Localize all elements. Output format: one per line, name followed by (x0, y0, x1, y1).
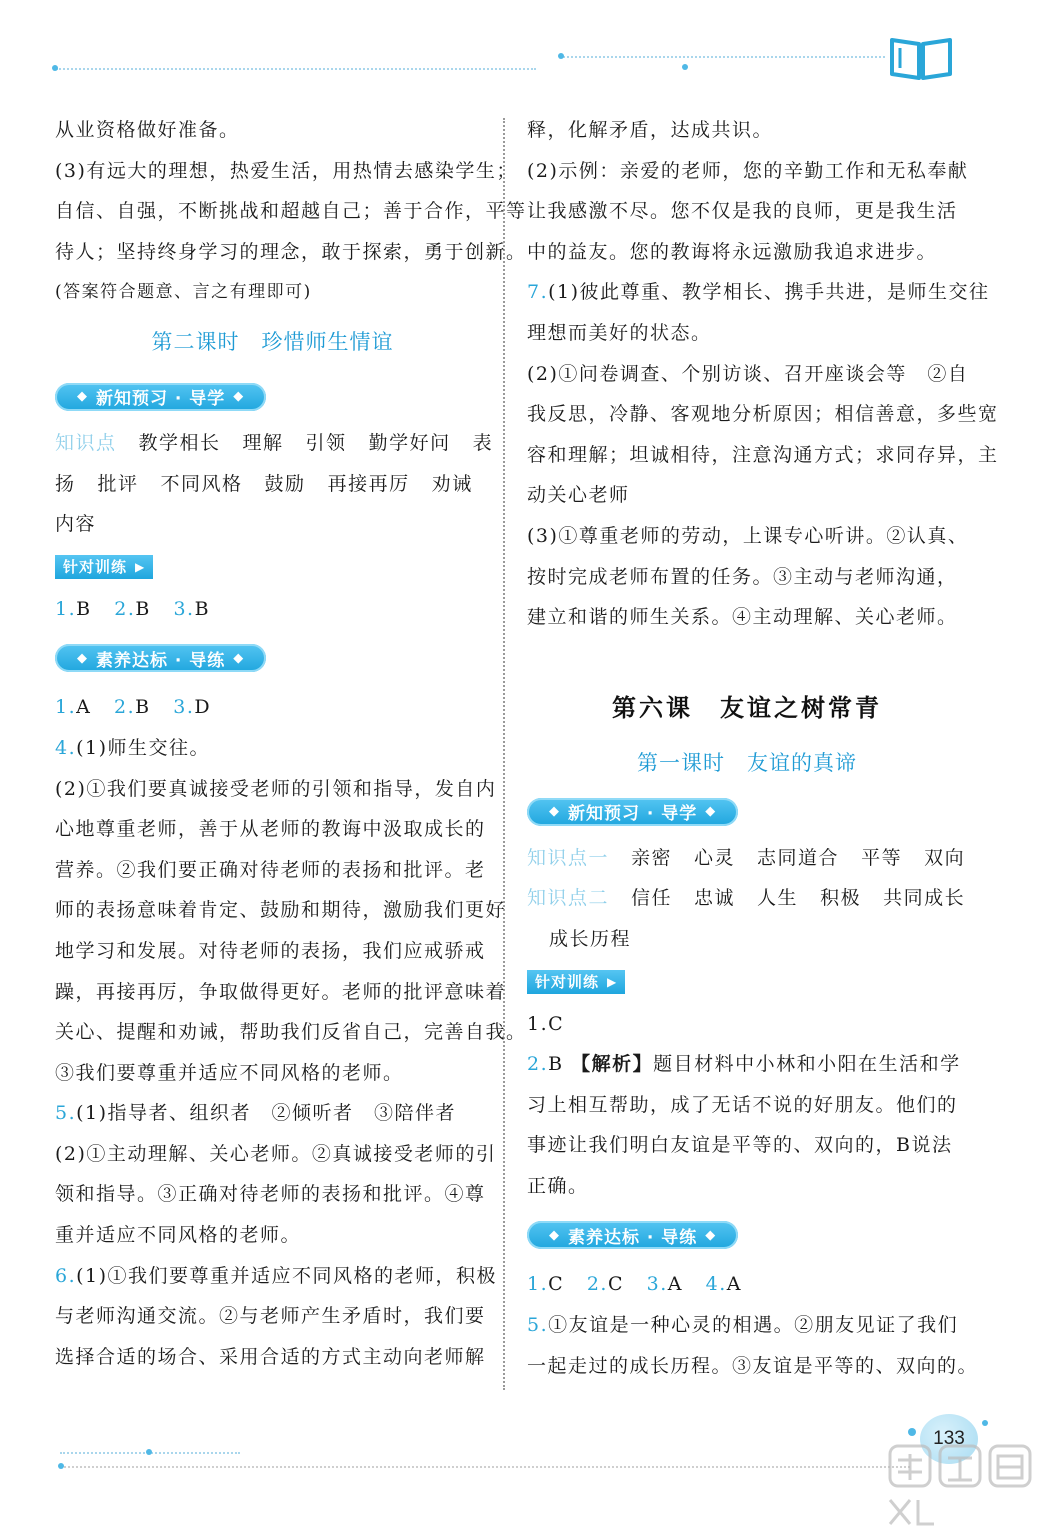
question-5 (55, 1093, 490, 1134)
answer-number: 3. (173, 696, 195, 719)
analysis-label: 【解析】 (571, 1053, 654, 1076)
tag-label: 针对训练 (535, 973, 600, 991)
tag-label: 针对训练 (63, 558, 128, 577)
keyword: 再接再厉 (327, 472, 410, 495)
open-book-icon (888, 34, 954, 82)
diamond-icon: ◆ (77, 650, 88, 666)
knowledge-label: 知识点一 (527, 846, 610, 869)
banner-label: 新知预习 · 导学 (568, 804, 698, 825)
keyword: 成长历程 (549, 927, 632, 950)
banner-preview (527, 786, 967, 838)
keyword: 教学相长 (138, 431, 221, 454)
watermark-logo (882, 1440, 1042, 1530)
knowledge-label: 知识点二 (527, 887, 610, 910)
answers-line (55, 589, 490, 630)
question-text: (1)指导者、组织者 ②倾听者 ③陪伴者 (76, 1102, 457, 1125)
text-line: 重并适应不同风格的老师。 (55, 1224, 302, 1247)
text-line: 正确。 (527, 1174, 589, 1197)
diamond-icon: ◆ (233, 650, 245, 666)
diamond-icon: ◆ (705, 1227, 717, 1243)
keyword: 不同风格 (160, 472, 243, 495)
text-line: (2)①主动理解、关心老师。②真诚接受老师的引 (55, 1142, 497, 1165)
answers-line (55, 687, 490, 728)
keyword: 劝诫 (431, 472, 473, 495)
question-number: 4. (55, 736, 77, 759)
section-title: 第二课时 珍惜师生情谊 (151, 329, 394, 354)
diamond-icon: ◆ (549, 804, 560, 820)
keyword: 亲密 (631, 846, 673, 869)
keyword: 人生 (757, 887, 799, 910)
answers-line (527, 1264, 967, 1305)
text-line: 关心、提醒和劝诫，帮助我们反省自己，完善自我。 (55, 1021, 527, 1044)
keyword: 内容 (55, 513, 97, 536)
text-line: 我反思，冷静、客观地分析原因；相信善意，多些宽 (527, 403, 999, 426)
answer-value: B (135, 597, 151, 620)
spacer (527, 638, 967, 676)
text-line: 待人；坚持终身学习的理念，敢于探索，勇于创新。 (55, 240, 527, 263)
banner-practice (527, 1206, 967, 1264)
footer-dot (982, 1420, 988, 1426)
column-divider (503, 118, 505, 1390)
text-line: 地学习和发展。对待老师的表扬，我们应戒骄戒 (55, 939, 486, 962)
keyword: 积极 (820, 887, 862, 910)
tag-training (527, 960, 967, 1004)
text-line: 躁，再接再厉，争取做得更好。老师的批评意味着 (55, 980, 507, 1003)
text-line: 理想而美好的状态。 (527, 321, 712, 344)
text-line: 容和理解；坦诚相待，注意沟通方式；求同存异，主 (527, 443, 999, 466)
right-column (527, 110, 999, 1386)
knowledge-line (527, 838, 967, 879)
text-line: 建立和谐的师生关系。④主动理解、关心老师。 (527, 606, 958, 629)
question-text: 题目材料中小林和小阳在生活和学 (653, 1053, 961, 1076)
text-line: 事迹让我们明白友谊是平等的、双向的，B说法 (527, 1134, 953, 1157)
knowledge-line (55, 464, 490, 505)
text-line: 让我感激不尽。您不仅是我的良师，更是我生活 (527, 200, 958, 223)
keyword: 忠诚 (694, 887, 736, 910)
header-dotted-line-right (560, 56, 885, 58)
diamond-icon: ◆ (705, 804, 717, 820)
header-dot (558, 53, 564, 59)
question-text: (1)①我们要尊重并适应不同风格的老师，积极 (76, 1264, 498, 1287)
text-line: 习上相互帮助，成了无话不说的好朋友。他们的 (527, 1093, 958, 1116)
keyword: 共同成长 (883, 887, 966, 910)
play-arrow-icon: ▶ (607, 974, 618, 989)
question-4 (55, 728, 490, 769)
answer-number: 1. (527, 1273, 549, 1296)
text-line: (2)示例：亲爱的老师，您的辛勤工作和无私奉献 (527, 159, 969, 182)
play-arrow-icon: ▶ (135, 559, 146, 574)
text-line: 心地尊重老师，善于从老师的教诲中汲取成长的 (55, 818, 486, 841)
answer-number: 1. (55, 696, 77, 719)
text-line: 营养。②我们要正确对待老师的表扬和批评。老 (55, 858, 486, 881)
answer-value: B (135, 696, 151, 719)
banner-label: 素养达标 · 导练 (96, 650, 226, 671)
text-line: 中的益友。您的教诲将永远激励我追求进步。 (527, 240, 938, 263)
answer-number: 1. (55, 597, 77, 620)
text-line: 动关心老师 (527, 484, 630, 507)
knowledge-line (527, 919, 967, 960)
section-title: 第一课时 友谊的真谛 (637, 750, 857, 775)
lesson-title: 第六课 友谊之树常青 (612, 692, 882, 722)
banner-label: 新知预习 · 导学 (96, 389, 226, 410)
text-line: (3)有远大的理想，热爱生活，用热情去感染学生； (55, 159, 517, 182)
keyword: 双向 (924, 846, 966, 869)
answers-line: 1.C (527, 1012, 565, 1035)
text-line: 自信、自强，不断挑战和超越自己；善于合作，平等 (55, 200, 527, 223)
banner-preview (55, 371, 490, 423)
answer-number: 2. (586, 1273, 608, 1296)
diamond-icon: ◆ (233, 389, 245, 405)
knowledge-line (55, 504, 490, 545)
page-number: 133 (920, 1414, 978, 1464)
keyword: 信任 (631, 887, 673, 910)
knowledge-line (527, 878, 967, 919)
knowledge-label: 知识点 (55, 431, 117, 454)
answer-value: B (194, 597, 211, 620)
keyword: 引领 (305, 431, 347, 454)
question-2 (527, 1044, 967, 1085)
header-dot (682, 64, 688, 70)
keyword: 勤学好问 (368, 431, 451, 454)
answer-number: 2. (114, 597, 136, 620)
knowledge-line (55, 423, 494, 464)
left-column (55, 110, 527, 1377)
question-number: 7. (527, 281, 549, 304)
footer-dot (146, 1449, 152, 1455)
answer-value: A (667, 1273, 683, 1296)
question-number: 5. (527, 1314, 549, 1337)
answer-value: A (76, 696, 92, 719)
text-line: ③我们要尊重并适应不同风格的老师。 (55, 1061, 404, 1084)
header-dot (52, 65, 58, 71)
answer-number: 3. (173, 597, 195, 620)
answer-number: 3. (646, 1273, 668, 1296)
keyword: 扬 (55, 472, 76, 495)
answer-number: 4. (705, 1273, 727, 1296)
answer-value: C (607, 1273, 624, 1296)
footer-dot (908, 1428, 916, 1436)
keyword: 理解 (242, 431, 284, 454)
question-number: 5. (55, 1102, 77, 1125)
question-5 (527, 1305, 967, 1346)
text-line: 一起走过的成长历程。③友谊是平等的、双向的。 (527, 1354, 979, 1377)
text-line: 选择合适的场合、采用合适的方式主动向老师解 (55, 1345, 486, 1368)
question-7 (527, 272, 990, 313)
footer-dotted-line (60, 1466, 910, 1468)
answer-number: 2. (114, 696, 136, 719)
header-dotted-line (56, 68, 536, 70)
answer-value: D (194, 696, 212, 719)
text-line: 从业资格做好准备。 (55, 119, 240, 141)
text-line: (2)①问卷调查、个别访谈、召开座谈会等 ②自 (527, 362, 969, 385)
question-number: 6. (55, 1264, 77, 1287)
keyword: 平等 (861, 846, 903, 869)
answer-value: C (548, 1273, 565, 1296)
diamond-icon: ◆ (549, 1227, 560, 1243)
answer-value: A (726, 1273, 742, 1296)
question-number: 2. (527, 1053, 549, 1076)
diamond-icon: ◆ (77, 389, 88, 405)
text-line: (3)①尊重老师的劳动，上课专心听讲。②认真、 (527, 524, 969, 547)
keyword: 志同道合 (757, 846, 840, 869)
text-line: 师的表扬意味着肯定、鼓励和期待，激励我们更好 (55, 899, 507, 922)
keyword: 心灵 (694, 846, 736, 869)
text-line: 释，化解矛盾，达成共识。 (527, 119, 774, 141)
keyword: 表 (472, 431, 494, 454)
question-6 (55, 1256, 498, 1297)
tag-training (55, 545, 490, 589)
question-text: (1)师生交往。 (76, 736, 211, 759)
answer-value: B (548, 1053, 564, 1076)
footer-dot (58, 1463, 64, 1469)
text-line: 领和指导。③正确对待老师的表扬和批评。④尊 (55, 1183, 486, 1206)
answer-value: B (76, 597, 92, 620)
text-line: 与老师沟通交流。②与老师产生矛盾时，我们要 (55, 1305, 486, 1328)
keyword: 批评 (97, 472, 139, 495)
banner-label: 素养达标 · 导练 (568, 1227, 698, 1248)
text-line: 按时完成老师布置的任务。③主动与老师沟通， (527, 565, 958, 588)
text-line: (2)①我们要真诚接受老师的引领和指导，发自内 (55, 777, 497, 800)
text-line: (答案符合题意、言之有理即可) (55, 282, 312, 303)
banner-practice (55, 629, 490, 687)
question-text: (1)彼此尊重、教学相长、携手共进，是师生交往 (548, 281, 990, 304)
question-text: ①友谊是一种心灵的相遇。②朋友见证了我们 (548, 1314, 959, 1337)
keyword: 鼓励 (264, 472, 306, 495)
